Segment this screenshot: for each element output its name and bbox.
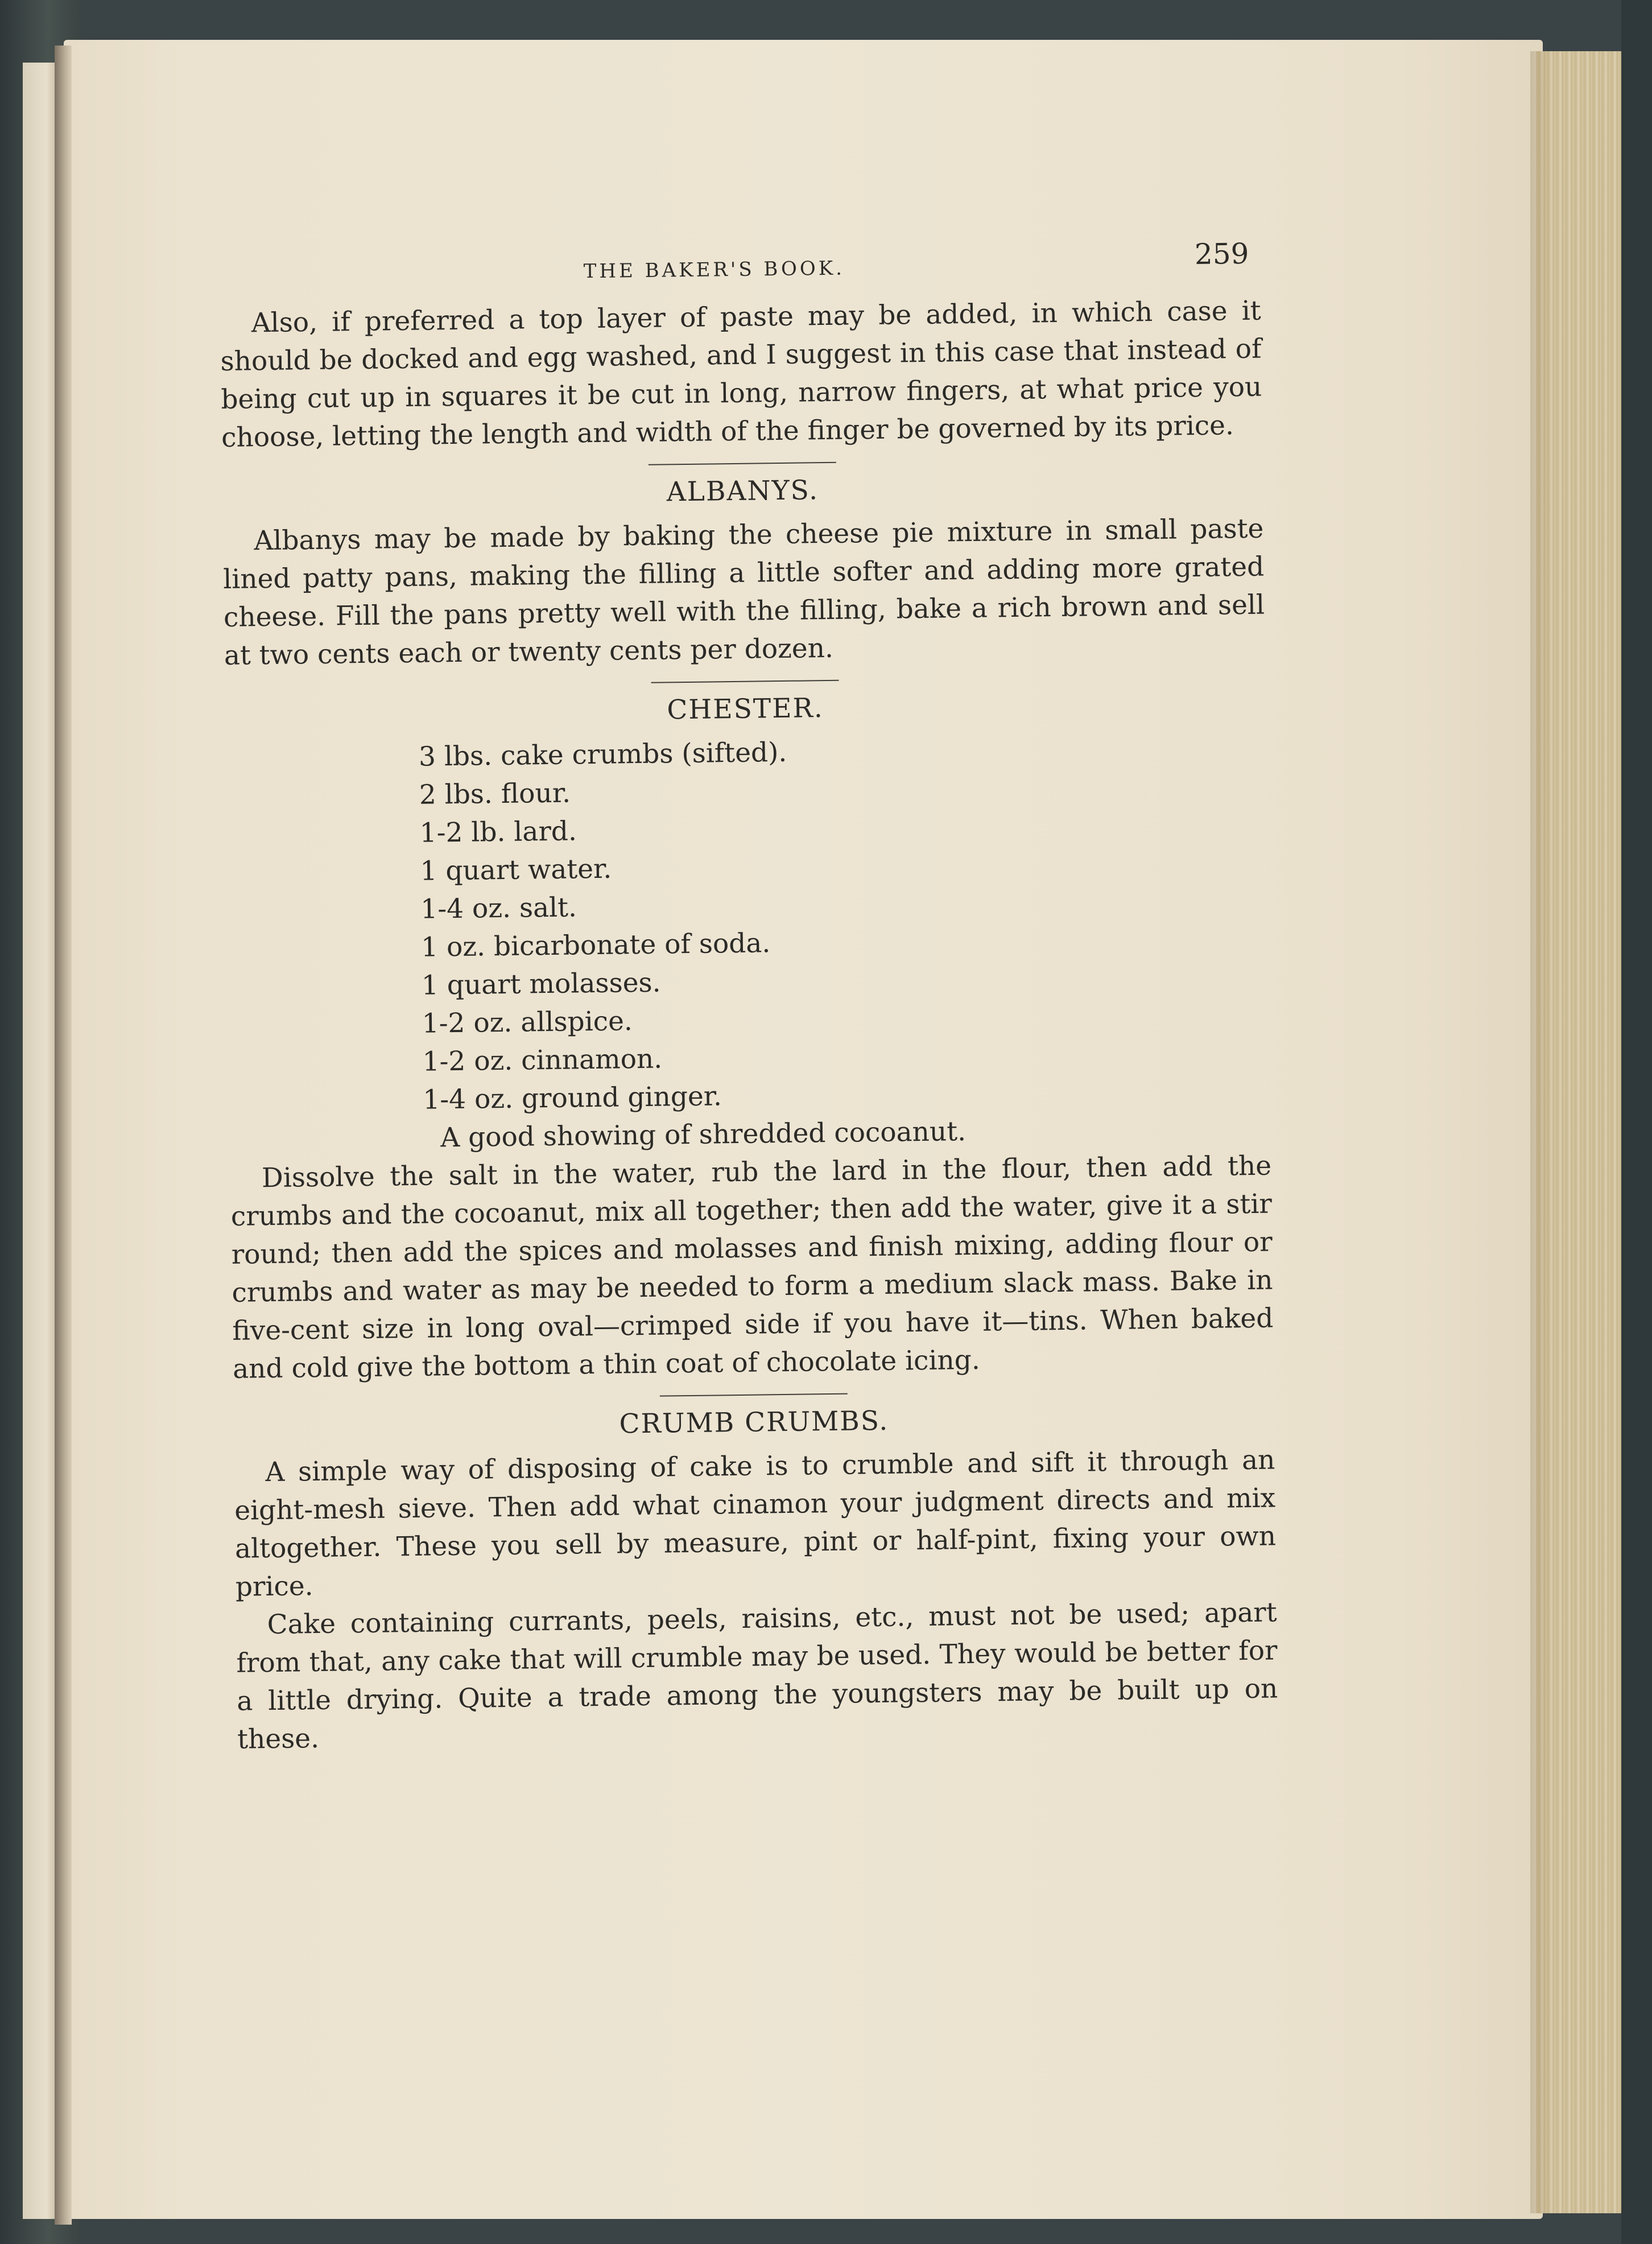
book-cover-right: [1621, 0, 1652, 2244]
ingredient-item: 1 oz. bicarbonate of soda.: [420, 927, 771, 963]
chester-ingredient-list: [419, 728, 1271, 1119]
ingredient-item: 1-4 oz. salt.: [420, 892, 577, 925]
crumb-crumbs-paragraph-1: A simple way of disposing of cake is to crumble and sift it through an eight-mesh sieve. Then add what cinamon your judgment directs and mix altogether. These you sell by measure, pint or half-pint, fixing your own price.: [234, 1444, 1277, 1603]
ingredient-item: 2 lbs. flour.: [419, 777, 571, 811]
ingredient-item: 1-2 oz. allspice.: [422, 1005, 633, 1040]
ingredient-item: 1 quart water.: [420, 853, 612, 887]
page-text-block: [219, 229, 1278, 1759]
section-divider: [660, 1393, 848, 1397]
section-divider: [649, 462, 836, 465]
running-title: THE BAKER'S BOOK.: [583, 257, 845, 283]
fore-edge-shadow: [1530, 51, 1553, 2213]
intro-paragraph: Also, if preferred a top layer of paste may be added, in which case it should be docked and egg washed, and I suggest in this case that instead of being cut up in squares it be cut in long, narrow fingers, at what price you choose, letting the length and width of the finger be governed by its price.: [220, 295, 1262, 453]
chester-method: Dissolve the salt in the water, rub the lard in the flour, then add the crumbs and the cocoanut, mix all together; then add the water, give it a stir round; then add the spices and molasses and finish mixing, adding flour or crumbs and water as may be needed to form a medium slack mass. Bake in five-cent size in long oval—crimped side if you have it—tins. When baked and cold give the bottom a thin coat of chocolate icing.: [230, 1150, 1274, 1385]
ingredient-item: 1-2 lb. lard.: [419, 815, 577, 849]
section-divider: [651, 680, 839, 683]
crumb-crumbs-heading: CRUMB CRUMBS.: [619, 1405, 889, 1440]
previous-page-edge: [23, 63, 57, 2219]
ingredient-item: 1-2 oz. cinnamon.: [422, 1043, 663, 1078]
page-number: 259: [1194, 237, 1249, 271]
ingredient-item: 1 quart molasses.: [421, 967, 661, 1001]
crumb-crumbs-paragraph-2: Cake containing currants, peels, raisins, etc., must not be used; apart from that, any cake that will crumble may be used. They would be better for a little drying. Quite a trade among the youngsters may be built up on these.: [236, 1597, 1278, 1755]
page-gutter: [55, 46, 72, 2225]
albanys-heading: ALBANYS.: [666, 475, 819, 508]
chester-note: A good showing of shredded cocoanut.: [440, 1116, 967, 1154]
running-head: [219, 229, 1261, 304]
chester-heading: CHESTER.: [667, 692, 824, 726]
ingredient-item: 3 lbs. cake crumbs (sifted).: [418, 736, 787, 773]
ingredient-item: 1-4 oz. ground ginger.: [423, 1080, 722, 1116]
albanys-paragraph: Albanys may be made by baking the cheese pie mixture in small paste lined patty pans, making the filling a little softer and adding more grated cheese. Fill the pans pretty well with the filling, bake a rich brown and sell at two cents each or twenty cents per dozen.: [222, 513, 1265, 671]
